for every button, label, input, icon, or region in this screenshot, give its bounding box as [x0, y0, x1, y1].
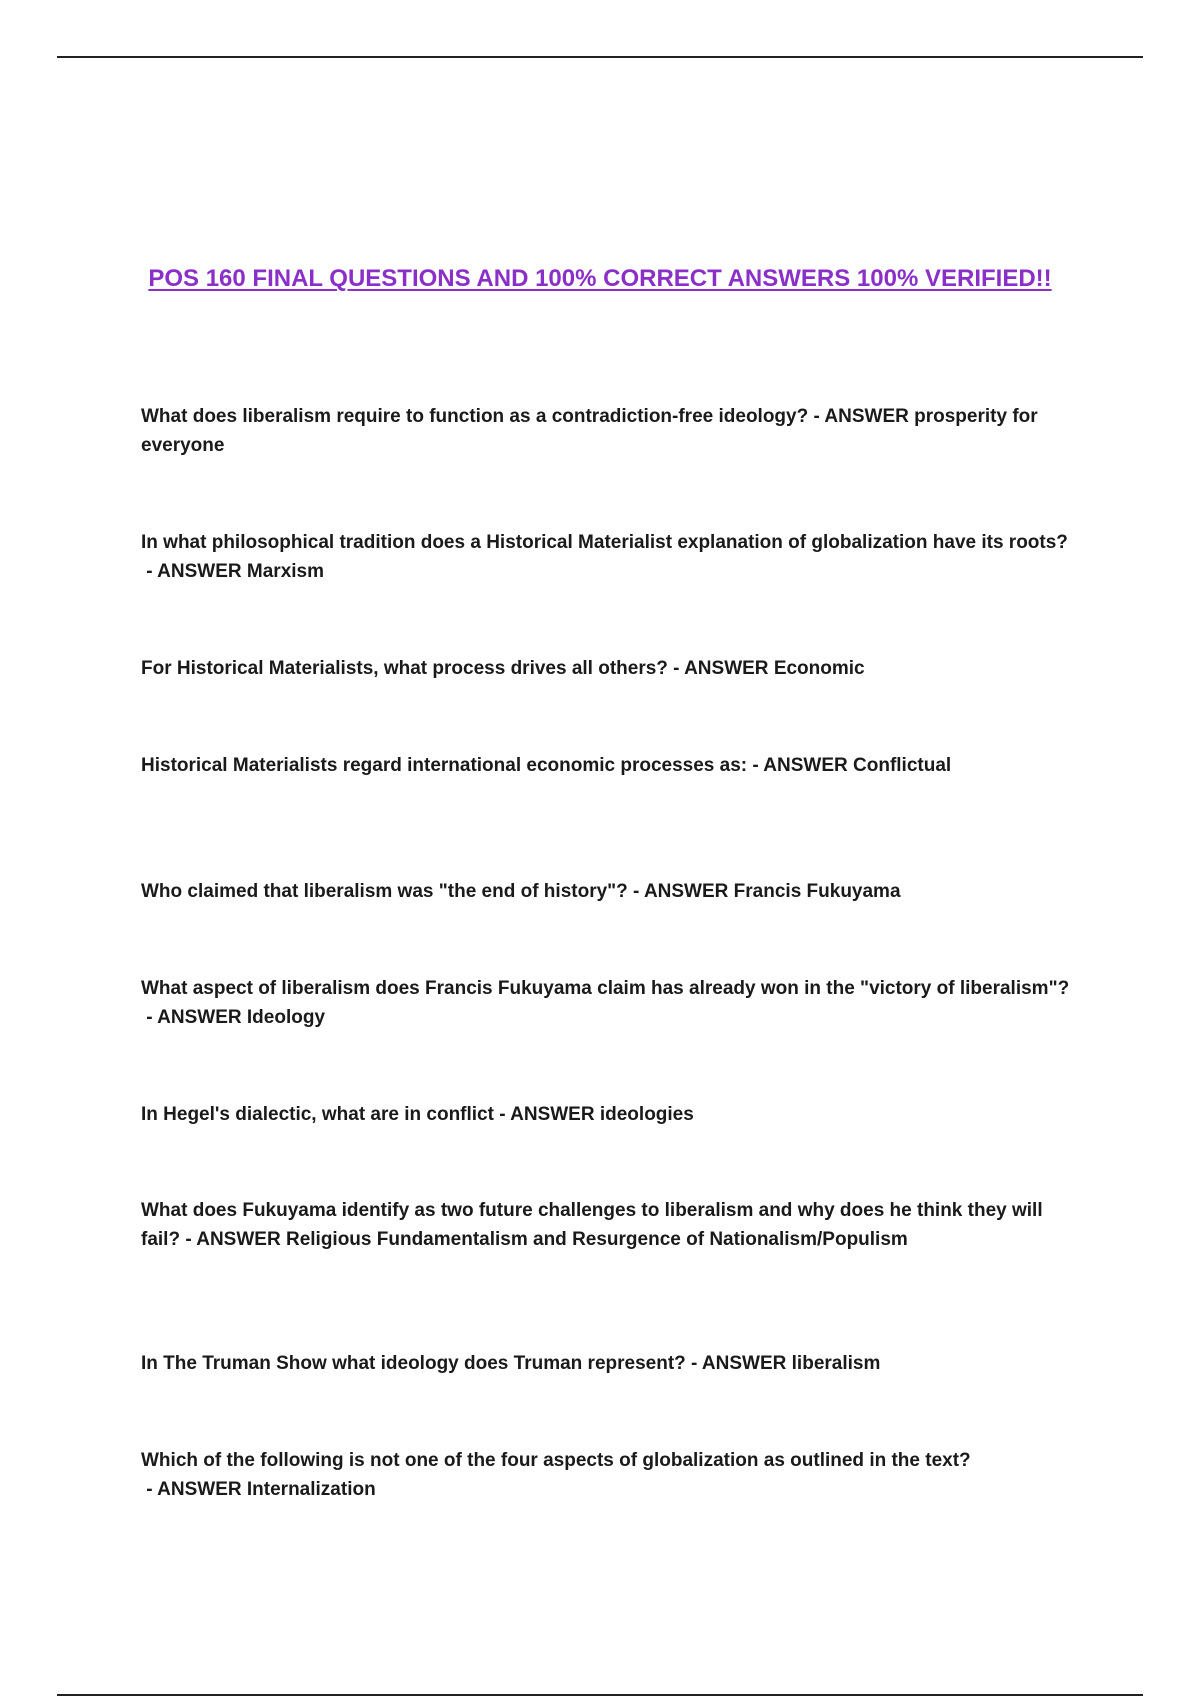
qa-item-10	[141, 1447, 1071, 1504]
question-text: What does liberalism require to function as a contradiction-free ideology?	[141, 406, 809, 427]
answer-separator: - ANSWER	[493, 1104, 600, 1125]
qa-item-1	[141, 403, 1071, 460]
answer-separator: - ANSWER	[180, 1228, 286, 1250]
qa-item-9	[141, 1350, 1071, 1379]
question-text: In The Truman Show what ideology does Truman represent?	[141, 1353, 686, 1374]
qa-item-2	[141, 529, 1071, 586]
qa-item-7	[141, 1101, 1071, 1130]
answer-text: liberalism	[791, 1353, 881, 1374]
answer-separator: - ANSWER	[141, 1006, 247, 1028]
question-text: In what philosophical tradition does a Historical Materialist explanation of globalization have its roots?	[141, 532, 1068, 553]
question-text: In Hegel's dialectic, what are in conflict	[141, 1104, 494, 1125]
answer-text: Francis Fukuyama	[733, 881, 901, 902]
question-text: Who claimed that liberalism was "the end of history"?	[141, 881, 628, 902]
answer-separator: - ANSWER	[747, 755, 854, 776]
qa-item-8	[141, 1197, 1071, 1254]
bottom-rule	[57, 1694, 1143, 1696]
answer-separator: - ANSWER	[627, 881, 734, 902]
answer-text: Conflictual	[853, 755, 952, 776]
answer-text: Religious Fundamentalism and Resurgence of Nationalism/Populism	[285, 1228, 908, 1250]
answer-text: Marxism	[246, 560, 325, 582]
qa-item-5	[141, 878, 1071, 907]
answer-text: Economic	[773, 658, 865, 679]
answer-separator: - ANSWER	[667, 658, 774, 679]
question-text: What aspect of liberalism does Francis Fukuyama claim has already won in the "victory of liberalism"?	[141, 978, 1070, 999]
answer-text: prosperity for everyone	[141, 406, 1038, 456]
answer-text: Ideology	[246, 1006, 326, 1028]
qa-item-3	[141, 655, 1071, 684]
question-text: Historical Materialists regard international economic processes as:	[141, 755, 748, 776]
answer-text: ideologies	[599, 1104, 694, 1125]
answer-separator: - ANSWER	[141, 1478, 247, 1500]
answer-separator: - ANSWER	[141, 560, 247, 582]
document-title: POS 160 FINAL QUESTIONS AND 100% CORRECT ANSWERS 100% VERIFIED!!	[148, 265, 1052, 292]
question-text: For Historical Materialists, what process drives all others?	[141, 658, 668, 679]
qa-item-4	[141, 752, 1071, 781]
answer-separator: - ANSWER	[685, 1353, 792, 1374]
answer-text: Internalization	[246, 1478, 376, 1500]
top-rule	[57, 56, 1143, 58]
answer-separator: - ANSWER	[808, 406, 915, 427]
question-text: What does Fukuyama identify as two future challenges to liberalism and why does he think they will fail?	[141, 1200, 1043, 1250]
question-text: Which of the following is not one of the four aspects of globalization as outlined in the text?	[141, 1450, 971, 1471]
qa-item-6	[141, 975, 1071, 1032]
